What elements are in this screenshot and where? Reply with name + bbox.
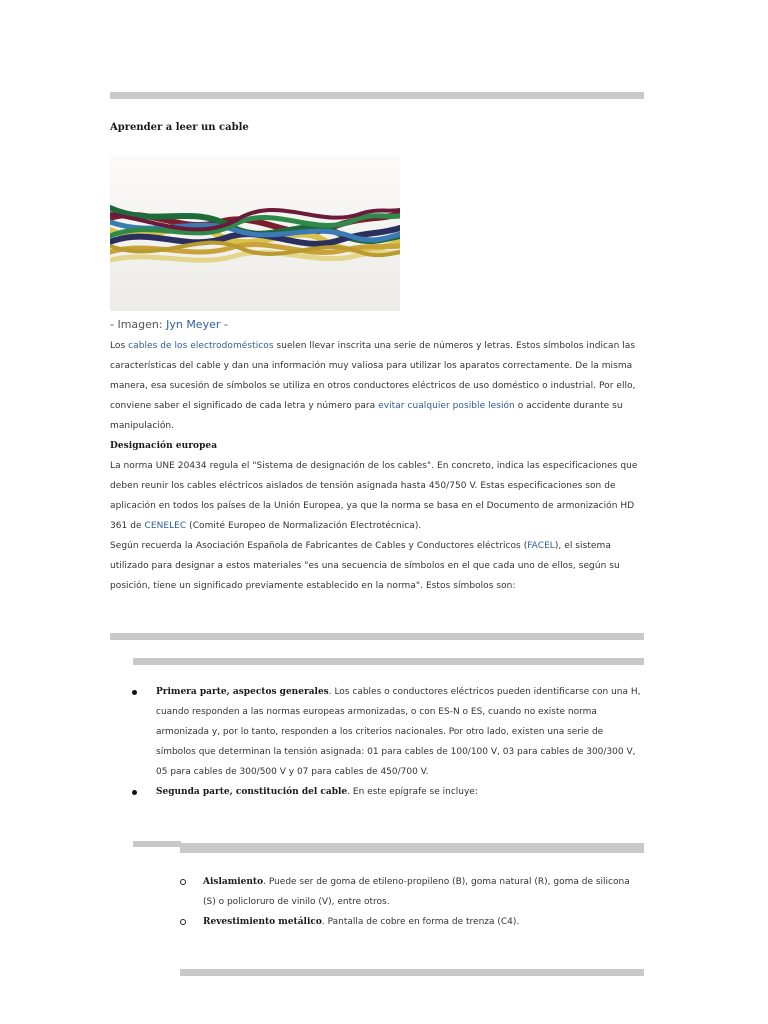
section-heading: Designación europea bbox=[110, 441, 218, 451]
facel-text-2: ), el sistema utilizado para designar a estos materiales "es una secuencia de símbolos en el que cada uno de ellos, según su posición, tiene un significado previamente establecido en la norma". Estos símbolos son: bbox=[110, 541, 620, 591]
sublist-item-label: Revestimiento metálico bbox=[203, 917, 322, 927]
construction-sublist bbox=[180, 872, 645, 932]
author-link[interactable]: Jyn Meyer bbox=[166, 318, 221, 331]
designation-list bbox=[130, 682, 645, 802]
norma-paragraph bbox=[110, 456, 645, 536]
caption-suffix: - bbox=[220, 318, 228, 331]
caption-prefix: - Imagen: bbox=[110, 318, 167, 331]
facel-text-1: Según recuerda la Asociación Española de Fabricantes de Cables y Conductores eléctricos ( bbox=[110, 541, 528, 551]
list-divider bbox=[133, 658, 644, 665]
norma-text-2: (Comité Europeo de Normalización Electrotécnica). bbox=[186, 521, 422, 531]
sublist-item-text: . Pantalla de cobre en forma de trenza (C4). bbox=[321, 917, 520, 927]
sublist-divider bbox=[180, 843, 644, 853]
facel-paragraph bbox=[110, 536, 645, 596]
intro-text-3: o accidente durante su manipulación. bbox=[110, 401, 623, 431]
image-caption bbox=[110, 318, 228, 331]
circle-bullet-icon bbox=[180, 879, 186, 885]
cables-photo bbox=[110, 156, 400, 311]
list-item-label: Segunda parte, constitución del cable bbox=[156, 787, 348, 797]
intro-text-2: suelen llevar inscrita una serie de números y letras. Estos símbolos indican las características del cable y dan una información muy valiosa para utilizar los aparatos correctamente. De la misma manera, esa sucesión de símbolos se utiliza en otros conductores eléctricos de uso doméstico o industrial. Por ello, conviene saber el significado de cada letra y número para bbox=[110, 341, 636, 411]
intro-text-1: Los bbox=[110, 341, 129, 351]
bullet-icon bbox=[132, 690, 137, 695]
section-divider bbox=[110, 633, 644, 640]
circle-bullet-icon bbox=[180, 919, 186, 925]
list-item-text: . Los cables o conductores eléctricos pueden identificarse con una H, cuando responden a las normas europeas armonizadas, o con ES-N o ES, cuando no existe norma armonizada y, por lo tanto, responden a los criterios nacionales. Por otro lado, existen una serie de símbolos que determinan la tensión asignada: 01 para cables de 100/100 V, 03 para cables de 300/300 V, 05 para cables de 300/500 V y 07 para cables de 450/700 V. bbox=[156, 687, 641, 777]
intro-paragraph bbox=[110, 336, 645, 436]
bottom-divider bbox=[180, 969, 644, 976]
list-item bbox=[130, 782, 645, 802]
sublist-item bbox=[180, 912, 645, 932]
cenelec-link[interactable]: CENELEC bbox=[144, 521, 187, 531]
sublist-item bbox=[180, 872, 645, 912]
norma-text-1: La norma UNE 20434 regula el "Sistema de designación de los cables". En concreto, indica las especificaciones que deben reunir los cables eléctricos aislados de tensión asignada hasta 450/750 V. Estas especificaciones son de aplicación en todos los países de la Unión Europea, ya que la norma se basa en el Documento de armonización HD 361 de bbox=[110, 461, 638, 531]
sublist-item-text: . Puede ser de goma de etileno-propileno (B), goma natural (R), goma de silicona (S) o policloruro de vinilo (V), entre otros. bbox=[203, 877, 630, 907]
bullet-icon bbox=[132, 790, 137, 795]
list-item bbox=[130, 682, 645, 782]
article-body bbox=[110, 336, 645, 596]
avoid-injury-link[interactable]: evitar cualquier posible lesión bbox=[378, 401, 515, 411]
appliance-cables-link[interactable]: cables de los electrodomésticos bbox=[128, 341, 274, 351]
sublist-divider-left bbox=[133, 841, 181, 847]
article-title: Aprender a leer un cable bbox=[110, 122, 249, 133]
top-divider bbox=[110, 92, 644, 99]
facel-link[interactable]: FACEL bbox=[527, 541, 555, 551]
sublist-item-label: Aislamiento bbox=[203, 877, 264, 887]
list-item-label: Primera parte, aspectos generales bbox=[156, 687, 329, 697]
list-item-text: . En este epígrafe se incluye: bbox=[347, 787, 478, 797]
